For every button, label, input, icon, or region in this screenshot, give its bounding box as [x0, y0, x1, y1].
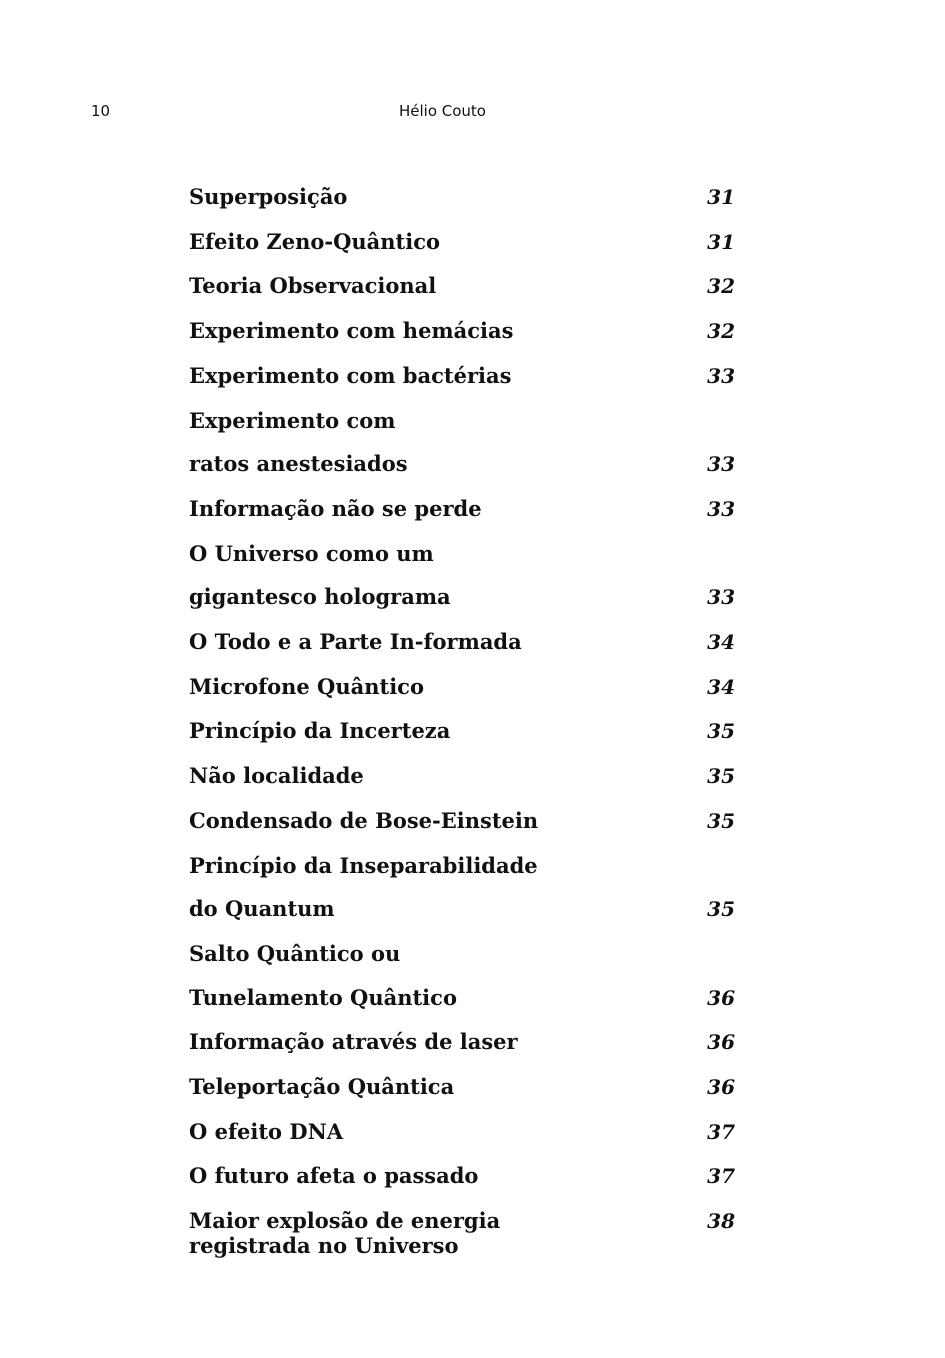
- table-of-contents: [189, 175, 735, 1258]
- toc-entry: [189, 309, 735, 354]
- toc-entry: [189, 220, 735, 265]
- toc-entry-title: Princípio da Incerteza: [189, 718, 451, 744]
- toc-entry: [189, 1110, 735, 1155]
- toc-entry-title: do Quantum: [189, 896, 335, 922]
- toc-entry-page: 34: [707, 630, 735, 655]
- toc-entry-title: O Universo como um: [189, 540, 434, 566]
- toc-entry: [189, 754, 735, 799]
- toc-entry-page: 31: [707, 185, 735, 209]
- toc-entry-page: 36: [707, 1030, 735, 1055]
- running-head: [0, 102, 945, 124]
- toc-entry-title: gigantesco holograma: [189, 584, 451, 610]
- toc-entry-page: 37: [707, 1119, 735, 1144]
- toc-entry-page: 38: [707, 1209, 735, 1234]
- toc-entry-title-line: Maior explosão de energia: [189, 1208, 501, 1234]
- toc-entry-page: 36: [707, 985, 735, 1010]
- toc-entry-title: Tunelamento Quântico: [189, 984, 457, 1010]
- toc-entry: [189, 620, 735, 665]
- toc-entries: [189, 175, 735, 1199]
- toc-entry: [189, 709, 735, 754]
- toc-entry-title: O Todo e a Parte In-formada: [189, 629, 522, 655]
- toc-entry: [189, 399, 735, 443]
- toc-entry: [189, 1020, 735, 1065]
- toc-entry-title: [189, 1208, 500, 1258]
- toc-entry-page: 34: [707, 674, 735, 699]
- toc-entry: [189, 1208, 735, 1258]
- toc-entry: [189, 354, 735, 399]
- toc-entry-title: Informação através de laser: [189, 1029, 518, 1055]
- toc-entry: [189, 799, 735, 844]
- toc-entry-page: 33: [707, 452, 735, 477]
- page-number: 10: [91, 102, 111, 120]
- toc-entry: [189, 442, 735, 487]
- toc-entry: [189, 932, 735, 976]
- toc-entry-page: 31: [707, 229, 735, 254]
- toc-entry-title: Microfone Quântico: [189, 673, 424, 699]
- toc-entry-page: 35: [707, 808, 735, 833]
- toc-entry-page: 32: [707, 274, 735, 299]
- running-head-author: Hélio Couto: [398, 102, 486, 120]
- toc-entry-title: Princípio da Inseparabilidade: [189, 852, 538, 878]
- toc-entry-title: Efeito Zeno-Quântico: [189, 228, 440, 254]
- toc-entry: [189, 264, 735, 309]
- toc-entry-title: Condensado de Bose-Einstein: [189, 807, 539, 833]
- toc-entry-title: Experimento com: [189, 407, 396, 433]
- toc-entry-title: O efeito DNA: [189, 1118, 344, 1144]
- toc-entry-title: ratos anestesiados: [189, 451, 408, 477]
- toc-entry: [189, 1065, 735, 1110]
- toc-entry-page: 35: [707, 897, 735, 922]
- toc-entry: [189, 844, 735, 888]
- toc-entry-title: Experimento com bactérias: [189, 362, 512, 388]
- toc-entry-title: Salto Quântico ou: [189, 940, 401, 966]
- toc-entry-title: Experimento com hemácias: [189, 318, 514, 344]
- toc-entry-title: Teleportação Quântica: [189, 1074, 455, 1100]
- toc-entry-page: 33: [707, 496, 735, 521]
- toc-entry: [189, 575, 735, 620]
- toc-entry-page: 35: [707, 719, 735, 744]
- toc-entry-page: 35: [707, 764, 735, 789]
- toc-entry-page: 33: [707, 363, 735, 388]
- toc-entry: [189, 487, 735, 532]
- toc-entry-page: 32: [707, 319, 735, 344]
- toc-entry-title: Não localidade: [189, 763, 364, 789]
- toc-entry-title: Teoria Observacional: [189, 273, 437, 299]
- toc-entry: [189, 1154, 735, 1199]
- toc-entry: [189, 532, 735, 576]
- toc-entry: [189, 175, 735, 220]
- toc-entry-title: Superposição: [189, 184, 348, 209]
- toc-entry: [189, 976, 735, 1021]
- toc-entry-page: 33: [707, 585, 735, 610]
- toc-entry-title-line: registrada no Universo: [189, 1233, 459, 1259]
- toc-entry: [189, 665, 735, 710]
- toc-entry-page: 36: [707, 1075, 735, 1100]
- toc-entry-page: 37: [707, 1164, 735, 1189]
- toc-entry-title: Informação não se perde: [189, 495, 482, 521]
- toc-entry-title: O futuro afeta o passado: [189, 1163, 479, 1189]
- toc-entry: [189, 887, 735, 932]
